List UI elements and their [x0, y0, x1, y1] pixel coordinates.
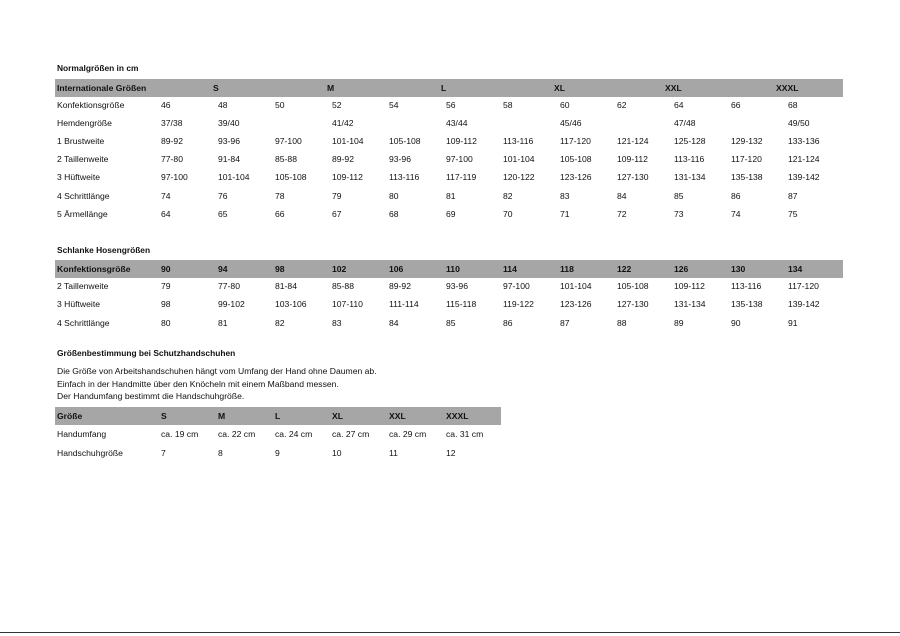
- table-cell: 131-134: [674, 172, 706, 183]
- table-cell: 70: [503, 208, 513, 219]
- table-cell: 90: [731, 317, 741, 328]
- header-cell: XL: [554, 83, 565, 93]
- table-cell: 107-110: [332, 299, 363, 310]
- table-cell: 139-142: [788, 172, 820, 183]
- table-cell: 105-108: [560, 154, 592, 165]
- table-cell: 62: [617, 100, 627, 110]
- table-cell: 115-118: [446, 299, 477, 310]
- header-cell: 102: [332, 264, 347, 274]
- table-cell: ca. 22 cm: [218, 429, 256, 439]
- table-cell: 66: [275, 208, 285, 219]
- table-cell: 75: [788, 208, 798, 219]
- header-cell: 110: [446, 264, 460, 274]
- row-label: 4 Schrittlänge: [57, 317, 110, 328]
- table-cell: 101-104: [218, 172, 250, 183]
- gloves-title: Größenbestimmung bei Schutzhandschuhen: [57, 348, 236, 358]
- page-bottom-rule: [0, 632, 900, 633]
- table-cell: 105-108: [617, 281, 649, 291]
- table-cell: ca. 29 cm: [389, 429, 427, 439]
- table-cell: 113-116: [389, 172, 420, 183]
- table-cell: 97-100: [446, 154, 473, 165]
- row-label: Hemdengröße: [57, 118, 112, 129]
- table-cell: 10: [332, 447, 342, 458]
- table-cell: 58: [503, 100, 513, 110]
- table-cell: 71: [560, 208, 570, 219]
- table-cell: 74: [161, 190, 171, 201]
- table-cell: 91: [788, 317, 798, 328]
- table-cell: 9: [275, 447, 280, 458]
- row-label: 2 Taillenweite: [57, 154, 109, 165]
- table-cell: 135-138: [731, 172, 763, 183]
- normal-sizes-title: Normalgrößen in cm: [57, 63, 139, 73]
- row-label: 4 Schrittlänge: [57, 190, 110, 201]
- table-cell: 83: [560, 190, 570, 201]
- table-cell: 93-96: [446, 281, 468, 291]
- table-row: [55, 188, 843, 204]
- table-cell: 60: [560, 100, 570, 110]
- table-cell: 73: [674, 208, 684, 219]
- row-label: Konfektionsgröße: [57, 100, 125, 110]
- table-cell: 123-126: [560, 299, 592, 310]
- table-cell: 86: [731, 190, 741, 201]
- header-cell: S: [213, 83, 219, 93]
- table-cell: 85: [674, 190, 684, 201]
- header-cell: 94: [218, 264, 228, 274]
- table-cell: 120-122: [503, 172, 535, 183]
- header-cell: Größe: [57, 411, 83, 421]
- table-cell: ca. 19 cm: [161, 429, 199, 439]
- table-cell: 125-128: [674, 136, 706, 147]
- table-cell: 117-119: [446, 172, 477, 183]
- table-cell: 11: [389, 447, 398, 458]
- slim-sizes-title: Schlanke Hosengrößen: [57, 245, 151, 255]
- table-cell: 109-112: [674, 281, 705, 291]
- table-cell: 64: [674, 100, 684, 110]
- table-cell: 135-138: [731, 299, 763, 310]
- table-cell: 79: [332, 190, 342, 201]
- table-cell: 50: [275, 100, 285, 110]
- table-cell: 37/38: [161, 118, 183, 129]
- table-cell: ca. 31 cm: [446, 429, 484, 439]
- header-cell: L: [441, 83, 447, 93]
- table-cell: 48: [218, 100, 228, 110]
- table-cell: 109-112: [332, 172, 363, 183]
- table-cell: 105-108: [275, 172, 307, 183]
- table-row: [55, 115, 843, 131]
- table-cell: 117-120: [788, 281, 819, 291]
- table-cell: 84: [617, 190, 627, 201]
- header-cell: 130: [731, 264, 746, 274]
- table-cell: 81-84: [275, 281, 297, 291]
- table-cell: 85-88: [275, 154, 297, 165]
- table-cell: 72: [617, 208, 627, 219]
- header-cell: L: [275, 411, 281, 421]
- table-cell: 87: [788, 190, 798, 201]
- header-cell: XXXL: [446, 411, 469, 421]
- table-cell: 69: [446, 208, 456, 219]
- table-cell: 121-124: [617, 136, 649, 147]
- table-cell: 47/48: [674, 118, 696, 129]
- header-cell: M: [218, 411, 226, 421]
- table-cell: 105-108: [389, 136, 421, 147]
- gloves-paragraph-line: Der Handumfang bestimmt die Handschuhgröße.: [57, 391, 245, 401]
- table-cell: 97-100: [275, 136, 302, 147]
- table-cell: 12: [446, 447, 456, 458]
- table-cell: 68: [389, 208, 399, 219]
- table-row: [55, 133, 843, 149]
- table-cell: 103-106: [275, 299, 307, 310]
- table-cell: 52: [332, 100, 342, 110]
- table-cell: 111-114: [389, 299, 419, 310]
- table-cell: 74: [731, 208, 741, 219]
- table-cell: 98: [161, 299, 171, 310]
- table-cell: 139-142: [788, 299, 820, 310]
- table-cell: 109-112: [446, 136, 477, 147]
- table-row: [55, 97, 843, 113]
- table-cell: 88: [617, 317, 627, 328]
- table-row: [55, 206, 843, 222]
- table-cell: 67: [332, 208, 342, 219]
- table-cell: 76: [218, 190, 228, 201]
- table-row: [55, 426, 843, 442]
- header-cell: 90: [161, 264, 171, 274]
- table-cell: 123-126: [560, 172, 592, 183]
- table-cell: 87: [560, 317, 570, 328]
- row-label: Handschuhgröße: [57, 447, 123, 458]
- row-label: 3 Hüftweite: [57, 172, 100, 183]
- table-cell: 85: [446, 317, 456, 328]
- table-cell: 80: [161, 317, 171, 328]
- table-cell: 81: [446, 190, 456, 201]
- table-cell: 89: [674, 317, 684, 328]
- header-cell: 98: [275, 264, 285, 274]
- table-cell: 56: [446, 100, 456, 110]
- slim-sizes-header-row: [55, 260, 843, 278]
- table-cell: 131-134: [674, 299, 706, 310]
- table-cell: 129-132: [731, 136, 763, 147]
- table-cell: 89-92: [389, 281, 411, 291]
- table-cell: 65: [218, 208, 228, 219]
- table-cell: 121-124: [788, 154, 820, 165]
- gloves-paragraph-line: Die Größe von Arbeitshandschuhen hängt vom Umfang der Hand ohne Daumen ab.: [57, 366, 377, 376]
- table-cell: 127-130: [617, 299, 649, 310]
- gloves-header-row: [55, 407, 501, 425]
- table-cell: 77-80: [161, 154, 183, 165]
- header-cell: Internationale Größen: [57, 83, 147, 93]
- header-cell: XXL: [665, 83, 682, 93]
- table-cell: 97-100: [503, 281, 530, 291]
- table-cell: 113-116: [503, 136, 534, 147]
- table-row: [55, 151, 843, 167]
- table-cell: 68: [788, 100, 798, 110]
- table-cell: 77-80: [218, 281, 240, 291]
- row-label: 3 Hüftweite: [57, 299, 100, 310]
- table-cell: 117-120: [560, 136, 591, 147]
- table-cell: 78: [275, 190, 285, 201]
- header-cell: S: [161, 411, 167, 421]
- table-cell: 113-116: [674, 154, 705, 165]
- table-cell: 54: [389, 100, 399, 110]
- table-cell: 93-96: [218, 136, 240, 147]
- table-cell: 45/46: [560, 118, 582, 129]
- table-cell: 79: [161, 281, 171, 291]
- table-cell: 101-104: [560, 281, 592, 291]
- header-cell: XL: [332, 411, 343, 421]
- row-label: 5 Ärmellänge: [57, 208, 108, 219]
- table-cell: 8: [218, 447, 223, 458]
- header-cell: 122: [617, 264, 632, 274]
- table-cell: 101-104: [503, 154, 535, 165]
- table-cell: 91-84: [218, 154, 240, 165]
- table-cell: 43/44: [446, 118, 468, 129]
- table-cell: 80: [389, 190, 399, 201]
- header-cell: M: [327, 83, 335, 93]
- row-label: Handumfang: [57, 429, 107, 439]
- table-cell: 41/42: [332, 118, 354, 129]
- table-cell: 93-96: [389, 154, 411, 165]
- header-cell: Konfektionsgröße: [57, 264, 131, 274]
- gloves-paragraph-line: Einfach in der Handmitte über den Knöcheln mit einem Maßband messen.: [57, 378, 339, 389]
- table-cell: ca. 27 cm: [332, 429, 370, 439]
- table-row: [55, 445, 843, 461]
- table-cell: 119-122: [503, 299, 534, 310]
- row-label: 1 Brustweite: [57, 136, 105, 147]
- table-cell: 117-120: [731, 154, 762, 165]
- header-cell: XXXL: [776, 83, 799, 93]
- row-label: 2 Taillenweite: [57, 281, 109, 291]
- table-row: [55, 278, 843, 294]
- table-cell: 89-92: [332, 154, 354, 165]
- table-cell: 101-104: [332, 136, 364, 147]
- table-cell: 133-136: [788, 136, 820, 147]
- header-cell: 134: [788, 264, 803, 274]
- normal-sizes-header-row: [55, 79, 843, 97]
- table-cell: 81: [218, 317, 228, 328]
- header-cell: 118: [560, 264, 574, 274]
- table-cell: 99-102: [218, 299, 245, 310]
- header-cell: XXL: [389, 411, 406, 421]
- table-cell: 97-100: [161, 172, 188, 183]
- table-cell: 7: [161, 447, 166, 458]
- table-row: [55, 296, 843, 312]
- header-cell: 126: [674, 264, 689, 274]
- table-cell: 46: [161, 100, 171, 110]
- table-cell: 109-112: [617, 154, 648, 165]
- table-cell: 84: [389, 317, 399, 328]
- table-cell: 83: [332, 317, 342, 328]
- table-cell: 113-116: [731, 281, 762, 291]
- table-cell: 89-92: [161, 136, 183, 147]
- header-cell: 106: [389, 264, 404, 274]
- table-row: [55, 315, 843, 331]
- table-cell: 64: [161, 208, 171, 219]
- table-cell: 86: [503, 317, 513, 328]
- header-cell: 114: [503, 264, 517, 274]
- table-cell: 82: [275, 317, 285, 328]
- table-cell: 82: [503, 190, 513, 201]
- table-cell: 85-88: [332, 281, 354, 291]
- table-cell: 127-130: [617, 172, 649, 183]
- table-row: [55, 169, 843, 185]
- table-cell: 39/40: [218, 118, 240, 129]
- table-cell: ca. 24 cm: [275, 429, 313, 439]
- table-cell: 66: [731, 100, 741, 110]
- table-cell: 49/50: [788, 118, 810, 129]
